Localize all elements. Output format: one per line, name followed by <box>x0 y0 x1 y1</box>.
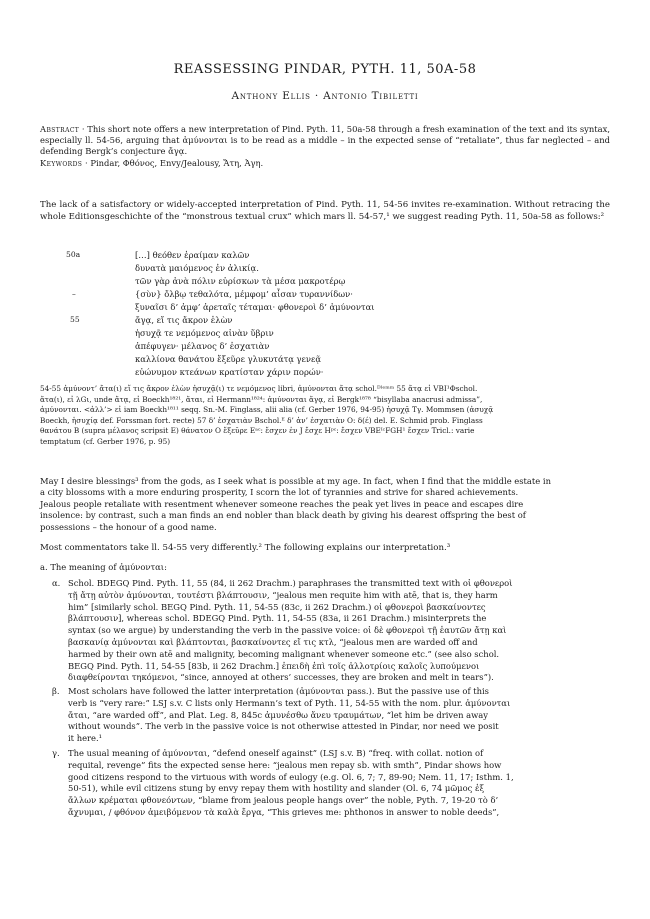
alpha-line: syntax (so we argue) by understanding the verb in the passive voice: οἱ δὲ φθονεροὶ τῇ ἑαυτῶν ἄτῃ καὶ <box>68 625 507 636</box>
apparatus-line: 54-55 ἀμύνοντ’ ἄτα(ι) εἴ τις ἄκρον ἑλὼν ἡσυχᾷ(ι) τε νεμόμενος libri, ἀμύνονται ἄτᾳ schol.ᴰˡᵉᵐᵐ 55 ἄτᾳ εἰ VBI¹Φschol. <box>40 384 478 393</box>
keywords-label: Keywords <box>40 158 83 168</box>
apparatus-line: ἄτα(ι), εἰ λGι, unde ἄτᾳ, εἰ Boeckh¹⁸²¹, ἄται, εἰ Hermann¹⁸²⁴: ἀμύνονται ἄγᾳ, εἰ Bergk¹⁸⁷⁸ “bisyllaba anacrusi admissa”, <box>40 394 483 404</box>
item-alpha-label: α. <box>52 578 61 588</box>
apparatus-line: ἀμύνονται. <ἀλλ’> εἰ iam Boeckh¹⁸¹¹ seqq. Sn.-M. Finglass, alii alia (cf. Gerber 1976, 94-95) ἡσυχᾷ Τγ. Mommsen (ἀσυχᾷ <box>40 405 494 414</box>
alpha-line: harmed by their own atē and malignity, becoming malignant whenever someone etc.” (see also schol. <box>68 648 500 659</box>
translation-line: a city blossoms with a more enduring prosperity, I scorn the lot of tyrannies and strive for shared achievements. <box>40 487 519 498</box>
article-page: REASSESSING PINDAR, PYTH. 11, 50A-58 Anthony Ellis · Antonio Tibiletti Abstract · This short note offers a new interpretation of Pind. Pyth. 11, 50a-58 through a fresh examination of the text and its syntax, especially ll. 54-56, arguing that ἀμύνονται is to be read as a middle – in the expected sense of “retaliate”, thus far neglected – and defending Bergk’s conjecture ἄγᾳ. Keywords · Pindar, Φθόνος, Envy/Jealousy, Ἄτη, Ἀγη. The lack of a satisfactory or widely-accepted interpretation of Pind. Pyth. 11, 54-56 invites re-examination. Without retracing the whole Editionsgeschichte of the “monstrous textual crux” which mars ll. 54-57,¹ we suggest reading Pyth. 11, 50a-58 as follows:² 50a […] θεόθεν ἐραίμαν καλῶν δυνατὰ μαιόμενος ἐν ἁλικίᾳ. τῶν γὰρ ἀνὰ πόλιν εὑρίσκων τὰ μέσα μακροτέρῳ – {σὺν} ὄλβῳ τεθαλότα, μέμφομ’ αἶσαν τυραννίδων· ξυναῖσι δ’ ἀμφ’ ἀρεταῖς τέταμαι· φθονεροὶ δ’ ἀμύνονται 55 ἄγᾳ, εἴ τις ἄκρον ἑλὼν ἡσυχᾷ τε νεμόμενος αἰνὰν ὕβριν ἀπέφυγεν· μέλανος δ’ ἐσχατιὰν καλλίονα θανάτου ἔξεῦρε γλυκυτάτᾳ γενεᾷ εὐώνυμον κτεάνων κρατίσταν χάριν πορών· 54-55 ἀμύνοντ’ ἄτα(ι) εἴ τις ἄκρον ἑλὼν ἡσυχᾷ(ι) τε νεμόμενος libri, ἀμύνονται ἄτᾳ schol.ᴰˡᵉᵐᵐ 55 ἄτᾳ εἰ VBI¹Φschol. ἄτα(ι), εἰ λGι, unde ἄτᾳ, εἰ Boeckh¹⁸²¹, ἄται, εἰ Hermann¹⁸²⁴: ἀμύνονται ἄγᾳ, εἰ Bergk¹⁸⁷⁸ “bisyllaba anacrusi admissa”, ἀμύνονται. <ἀλλ’> εἰ iam Boeckh¹⁸¹¹ seqq. Sn.-M. Finglass, alii alia (cf. Gerber 1976, 94-95) ἡσυχᾷ Τγ. Mommsen (ἀσυχᾷ Boeckh, ἡσυχίᾳ def. Forssman fort. recte) 57 δ’ ἐσχατιὰν Bschol.ᴱ δ’ ἀν’ ἐσχατιὰν O: δ(έ) del. E. Schmid prob. Finglass θανάτου B (supra μέλανος scripsit E) θάνατον O ἔξεῦρε Eᵃᶜ: ἔσχεν ἐν J ἔσχε Hᵖᶜ: ἔσχεν VBEᴵᶜFGH¹ ἔσχεν Tricl.: varie temptatum (cf. Gerber 1976, p. 95) May I desire blessings³ from the gods, as I seek what is possible at my age. In fact, when I find that the middle estate in a city blossoms with a more enduring prosperity, I scorn the lot of tyrannies and strive for shared achievements. Jealous people retaliate with resentment whenever someone reaches the peak yet lives in peace and escapes dire insolence: by contrast, such a man finds an end nobler than black death by giving his dearest offspring the best of possessions – the honour of a good name. Most commentators take ll. 54-55 very differently.² The following explains our interpretation.³ a. The meaning of ἀμύνονται: α. Schol. BDEGQ Pind. Pyth. 11, 55 (84, ii 262 Drachm.) paraphrases the transmitted text with οἱ φθονεροὶ τῇ ἄτῃ αὐτὸν ἀμύνονται, τουτέστι βλάπτουσιν, “jealous men requite him with atē, that is, they harm him” [similarly schol. BEGQ Pind. Pyth. 11, 54-55 (83c, ii 262 Drachm.) οἱ φθονεροὶ βασκαίνοντες βλάπτουσιν], whereas schol. BDEGQ Pind. Pyth. 11, 54-55 (83a, ii 261 Drachm.) misinterprets the syntax (so we argue) by understanding the verb in the passive voice: οἱ δὲ φθονεροὶ τῇ ἑαυτῶν ἄτῃ καὶ βασκανίᾳ ἀμύνονται καὶ βλάπτονται, βασκαίνοντες εἴ τις κτλ, “jealous men are warded off and harmed by their own atē and malignity, becoming malignant whenever someone etc.” (see also schol. BEGQ Pind. Pyth. 11, 54-55 [83b, ii 262 Drachm.] ἐπειδὴ ἐπὶ τοῖς ἀλλοτρίοις καλοῖς λυπούμενοι διαφθείρονται τηκόμενοι, “since, annoyed at others’ successes, they are broken and melt in tears”). β. Most scholars have followed the latter interpretation (ἀμύνονται pass.). But the passive use of this verb is “very rare:” LSJ s.v. C lists only Hermann’s text of Pyth. 11, 54-55 with the nom. plur. ἀμύνονται ἄται, “are warded off”, and Plat. Leg. 8, 845c ἀμυνέσθω ἄνευ τραυμάτων, “let him be driven away without wounds”. The verb in the passive voice is not otherwise attested in Pindar, nor need we posit it here.¹ γ. The usual meaning of ἀμύνονται, “defend oneself against” (LSJ s.v. B) “freq. with collat. notion of requital, revenge” fits the expected sense here: “jealous men repay sb. with smth”, Pindar shows how good citizens respond to the virtuous with words of eulogy (e.g. Ol. 6, 7; 7, 89-90; Nem. 11, 17; Isthm. 1, 50-51), while evil citizens stung by envy repay them with hostility and slander (Ol. 6, 74 μῶμος ἐξ ἄλλων κρέμαται φθονεόντων, “blame from jealous people hangs over” the noble, Pyth. 7, 19-20 τὸ δ’ ἄχνυμαι, / φθόνον ἀμειβόμενον τὰ καλὰ ἔργα, “This grieves me: phthonos in answer to noble deeds”, <box>40 62 610 817</box>
apparatus-line: temptatum (cf. Gerber 1976, p. 95) <box>40 436 171 446</box>
alpha-line: BEGQ Pind. Pyth. 11, 54-55 [83b, ii 262 Drachm.] ἐπειδὴ ἐπὶ τοῖς ἀλλοτρίοις καλοῖς λυπούμενοι <box>68 660 480 671</box>
abstract-label: Abstract <box>40 124 80 134</box>
keywords <box>40 158 610 169</box>
beta-line: it here.¹ <box>68 733 103 744</box>
alpha-line: τῇ ἄτῃ αὐτὸν ἀμύνονται, τουτέστι βλάπτουσιν, “jealous men requite him with atē, that is, they harm <box>68 589 498 600</box>
translation-line: possessions – the honour of a good name. <box>40 521 217 532</box>
section-a-heading: a. The meaning of ἀμύνονται: <box>40 562 167 572</box>
lead-sentence: Most commentators take ll. 54-55 very differently.² The following explains our interpretation.³ <box>40 543 451 553</box>
item-beta-label: β. <box>52 686 60 696</box>
alpha-line: him” [similarly schol. BEGQ Pind. Pyth. 11, 54-55 (83c, ii 262 Drachm.) οἱ φθονεροὶ βασκαίνοντες <box>68 601 486 612</box>
gamma-line: ἄχνυμαι, / φθόνον ἀμειβόμενον τὰ καλὰ ἔργα, “This grieves me: phthonos in answer to noble deeds”, <box>68 807 500 817</box>
apparatus-line: θανάτου B (supra μέλανος scripsit E) θάνατον O ἔξεῦρε Eᵃᶜ: ἔσχεν ἐν J ἔσχε Hᵖᶜ: ἔσχεν VBEᴵᶜFGH¹ ἔσχεν Tricl.: varie <box>40 426 475 435</box>
alpha-line: βλάπτουσιν], whereas schol. BDEGQ Pind. Pyth. 11, 54-55 (83a, ii 261 Drachm.) misinterprets the <box>68 613 487 624</box>
item-gamma-label: γ. <box>52 748 60 758</box>
intro-paragraph: The lack of a satisfactory or widely-accepted interpretation of Pind. Pyth. 11, 54-56 invites re-examination. Without retracing the whole Editionsgeschichte of the “monstrous textual crux” which mars ll. 54-57,¹ we suggest reading Pyth. 11, 50a-58 as follows:² <box>40 200 610 223</box>
abstract-text: · This short note offers a new interpretation of Pind. Pyth. 11, 50a-58 through a fresh examination of the text and its syntax, especially ll. 54-56, arguing that ἀμύνονται is to be read as a middle – in the expected sense of “retaliate”, thus far neglected – and defending Bergk’s conjecture ἄγᾳ. <box>40 124 610 157</box>
gamma-line: 50-51), while evil citizens stung by envy repay them with hostility and slander (Ol. 6, 74 μῶμος ἐξ <box>68 783 485 794</box>
alpha-line: διαφθείρονται τηκόμενοι, “since, annoyed at others’ successes, they are broken and melt in tears”). <box>68 672 494 683</box>
article-authors: Anthony Ellis · Antonio Tibiletti <box>231 90 419 102</box>
alpha-line: Schol. BDEGQ Pind. Pyth. 11, 55 (84, ii 262 Drachm.) paraphrases the transmitted text with οἱ φθονεροὶ <box>68 578 513 588</box>
apparatus-line: Boeckh, ἡσυχίᾳ def. Forssman fort. recte) 57 δ’ ἐσχατιὰν Bschol.ᴱ δ’ ἀν’ ἐσχατιὰν O: δ(έ) del. E. Schmid prob. Finglass <box>40 415 483 425</box>
abstract <box>40 124 610 158</box>
translation-line: insolence: by contrast, such a man finds an end nobler than black death by giving his dearest offspring the best of <box>40 510 526 521</box>
article-title: REASSESSING PINDAR, PYTH. 11, 50A-58 <box>173 62 477 77</box>
alpha-line: βασκανίᾳ ἀμύνονται καὶ βλάπτονται, βασκαίνοντες εἴ τις κτλ, “jealous men are warded off and <box>68 637 478 647</box>
keywords-text: · Pindar, Φθόνος, Envy/Jealousy, Ἄτη, Ἀγη. <box>82 158 264 168</box>
beta-line: verb is “very rare:” LSJ s.v. C lists only Hermann’s text of Pyth. 11, 54-55 with the nom. plur. ἀμύνονται <box>68 697 511 708</box>
beta-line: Most scholars have followed the latter interpretation (ἀμύνονται pass.). But the passive use of this <box>68 686 489 696</box>
gamma-line: good citizens respond to the virtuous with words of eulogy (e.g. Ol. 6, 7; 7, 89-90; Nem. 11, 17; Isthm. 1, <box>68 771 514 782</box>
gamma-line: The usual meaning of ἀμύνονται, “defend oneself against” (LSJ s.v. B) “freq. with collat. notion of <box>68 748 484 758</box>
beta-line: without wounds”. The verb in the passive voice is not otherwise attested in Pindar, nor need we posit <box>68 721 499 732</box>
translation-line: May I desire blessings³ from the gods, as I seek what is possible at my age. In fact, when I find that the middle estate in <box>40 476 551 486</box>
translation-line: Jealous people retaliate with resentment whenever someone reaches the peak yet lives in peace and escapes dire <box>40 498 524 509</box>
gamma-line: requital, revenge” fits the expected sense here: “jealous men repay sb. with smth”, Pindar shows how <box>68 759 502 770</box>
gamma-line: ἄλλων κρέμαται φθονεόντων, “blame from jealous people hangs over” the noble, Pyth. 7, 19-20 τὸ δ’ <box>68 795 499 806</box>
beta-line: ἄται, “are warded off”, and Plat. Leg. 8, 845c ἀμυνέσθω ἄνευ τραυμάτων, “let him be driven away <box>68 709 489 720</box>
